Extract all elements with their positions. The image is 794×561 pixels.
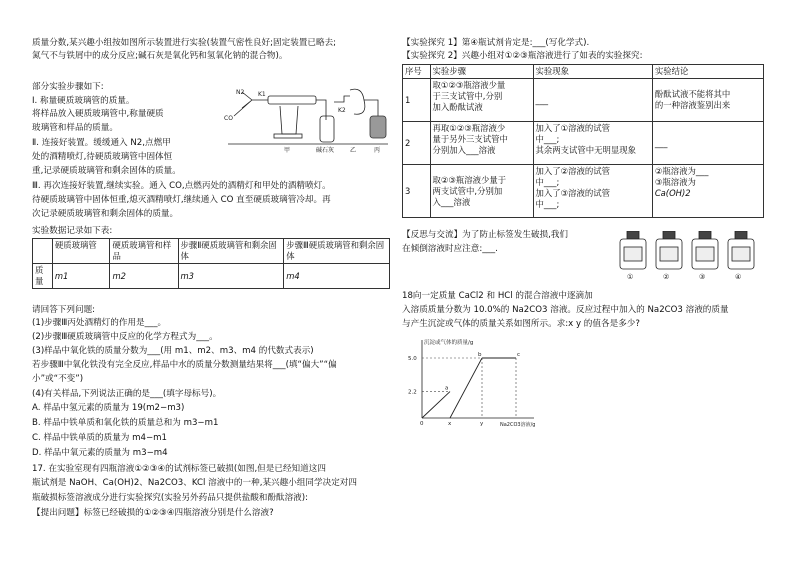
table-header: 硬质玻璃管 [52, 239, 110, 264]
row-number: 1 [403, 79, 431, 122]
hard-glass-tube [268, 96, 316, 104]
step3-line-b: 待硬质玻璃管中固体恒重,熄灭酒精喷灯,继续通入 CO 直至硬质玻璃管冷却。再 [32, 195, 331, 205]
step-line: 取①②③瓶溶液少量 [432, 80, 506, 90]
step-line: 量于另外三支试管中 [432, 134, 508, 144]
intro-line-1: 质量分数,某兴趣小组按如图所示装置进行实验(装置气密性良好;固定装置已略去; [32, 38, 337, 48]
y-tick-label: 5.0 [408, 356, 417, 362]
question-17-a: 17. 在实验室现有四瓶溶液①②③④的试剂标签已破损(如图,但是已经知道这四 [32, 464, 326, 474]
step-line: 再取①②③瓶溶液少 [432, 123, 506, 133]
conclusion-line: ②瓶溶液为___ [654, 166, 709, 176]
question-18-c: 与产生沉淀或气体的质量关系如图所示。求:x y 的值各是多少? [402, 319, 640, 329]
apparatus-figure [222, 86, 394, 158]
phenomenon-cell [533, 165, 652, 218]
step2-line-a: Ⅱ. 连接好装置。缓缓通入 N2,点燃甲 [32, 138, 171, 148]
phenomenon-cell [533, 79, 652, 122]
explore-2: 【实验探究 2】兴趣小组对①②③瓶溶液进行了如表的实验探究: [402, 51, 643, 61]
reflect-line-2: 在倾倒溶液时应注意:___. [402, 244, 498, 254]
label-yi: 乙 [350, 147, 357, 154]
x-tick-label: 0 [420, 421, 424, 427]
conclusion-cell [652, 165, 763, 218]
phenomenon-line: 加入了①溶液的试管 [535, 123, 611, 133]
table-row [403, 65, 764, 79]
answer-title: 请回答下列问题: [32, 305, 96, 315]
option-c: C. 样品中铁单质的质量为 m4−m1 [32, 433, 168, 443]
question-3: (3)样品中氧化铁的质量分数为___(用 m1、m2、m3、m4 的代数式表示) [32, 346, 314, 356]
bottle-label: ① [627, 273, 634, 281]
spirit-blowlamp-jia [280, 106, 298, 134]
conclusion-line: Ca(OH)2 [654, 188, 691, 198]
table-header: 实验结论 [652, 65, 763, 79]
table-header: 序号 [403, 65, 431, 79]
row-number: 2 [403, 122, 431, 165]
x-axis-label: Na2CO3溶液/g [500, 422, 536, 428]
question-2: (2)步骤Ⅲ硬质玻璃管中反应的化学方程式为___。 [32, 332, 218, 342]
x-tick-label: x [448, 421, 452, 427]
step-cell [430, 79, 533, 122]
x-tick-label: y [480, 421, 484, 427]
table-row [403, 79, 764, 122]
explore-1: 【实验探究 1】第④瓶试剂肯定是:___(写化学式). [402, 38, 590, 48]
record-table [32, 238, 390, 289]
row-number: 3 [403, 165, 431, 218]
table-header: 实验步骤 [430, 65, 533, 79]
table-row [403, 165, 764, 218]
record-title: 实验数据记录如下表: [32, 226, 113, 236]
y-axis-label: 沉淀或气体的质量/g [424, 340, 474, 346]
intro-line-2: 氮气不与铁屑中的成分反应;碱石灰是氧化钙和氢氧化钠的混合物)。 [32, 51, 288, 61]
question-3b: 若步骤Ⅲ中氧化铁没有完全反应,样品中水的质量分数测量结果将___(填“偏大”“偏 [32, 360, 337, 370]
step-line: 于三支试管中,分别 [432, 91, 503, 101]
label-co: CO [224, 115, 233, 122]
label-jia: 甲 [284, 147, 291, 154]
phenomenon-line: 中___; [535, 177, 560, 187]
conclusion-line: 的一种溶液鉴别出来 [654, 100, 731, 110]
precipitate-chart [404, 334, 540, 430]
bottle-label: ③ [699, 273, 706, 281]
step3-line-a: Ⅲ. 再次连接好装置,继续实验。通入 CO,点燃丙处的酒精灯和甲处的酒精喷灯。 [32, 181, 331, 191]
question-3c: 小”或“不变”) [32, 374, 84, 384]
table-header: 步骤Ⅲ硬质玻璃管和剩余固体 [284, 239, 390, 264]
table-row [403, 122, 764, 165]
bottle-1 [620, 231, 646, 269]
label-n2: N2 [236, 89, 245, 96]
bottle-label: ④ [735, 273, 742, 281]
phenomenon-line: 其余两支试管中无明显现象 [535, 145, 637, 155]
phenomenon-line: 加入了③溶液的试管 [535, 188, 611, 198]
table-cell: m3 [178, 264, 284, 289]
bottle-4 [728, 231, 754, 269]
question-4: (4)有关样品,下列说法正确的是___(填字母标号)。 [32, 389, 222, 399]
phenomenon-line: 加入了②溶液的试管 [535, 166, 611, 176]
question-18-b: 入溶质质量分数为 10.0%的 Na2CO3 溶液。反应过程中加入的 Na2CO3 溶液的质量 [402, 305, 729, 315]
table-row-label: 质量 [33, 264, 53, 289]
step-line: 取②③瓶溶液少量于 [432, 174, 507, 185]
gas-line [422, 392, 450, 418]
precipitate-rise-line [450, 358, 482, 418]
bottle-3 [692, 231, 718, 269]
step-cell [430, 122, 533, 165]
table-header: 实验现象 [533, 65, 652, 79]
conclusion-cell [652, 122, 763, 165]
phenomenon-line: 中___; [535, 134, 560, 144]
phenomenon-line: 中___; [535, 199, 560, 209]
phenomenon-line: ___ [535, 94, 549, 105]
question-18-a: 18向一定质量 CaCl2 和 HCl 的混合溶液中逐滴加 [402, 291, 593, 301]
conclusion-cell [652, 79, 763, 122]
conclusion-line: 酚酞试液不能将其中 [654, 89, 731, 99]
alcohol-lamp-bing [370, 116, 386, 138]
bottle-2 [656, 231, 682, 269]
step1-line-a: Ⅰ. 称量硬质玻璃管的质量。 [32, 96, 135, 106]
bottle-label: ② [663, 273, 670, 281]
explore-table [402, 64, 764, 218]
label-bing: 丙 [374, 147, 381, 154]
step1-line-b: 将样品放入硬质玻璃管中,称量硬质 [32, 109, 164, 119]
question-1: (1)步骤Ⅲ丙处酒精灯的作用是___。 [32, 318, 167, 328]
wash-bottle [320, 116, 334, 142]
step1-line-c: 玻璃管和样品的质量。 [32, 123, 118, 133]
step2-line-c: 重,记录硬质玻璃管和剩余固体的质量。 [32, 166, 181, 176]
label-soda-lime: 碱石灰 [316, 147, 335, 154]
question-17-c: 瓶破损标签溶液成分进行实验探究(实验另外药品只提供盐酸和酚酞溶液): [32, 493, 309, 503]
step3-line-c: 次记录硬质玻璃管和剩余固体的质量。 [32, 209, 179, 219]
step-line: 入___溶液 [432, 196, 471, 207]
step-line: 两支试管中,分别加 [432, 185, 503, 196]
step2-line-b: 处的酒精喷灯,待硬质玻璃管中固体恒 [32, 152, 173, 162]
table-cell: m4 [284, 264, 390, 289]
phenomenon-cell [533, 122, 652, 165]
table-cell: m1 [52, 264, 110, 289]
conclusion-line: ③瓶溶液为 [654, 177, 696, 187]
step-line: 分别加入___溶液 [432, 145, 496, 155]
bottle-group-figure [616, 231, 766, 283]
label-k1: K1 [258, 91, 266, 98]
drying-tube [350, 89, 365, 114]
y-tick-label: 2.2 [408, 389, 417, 396]
table-header: 硬质玻璃管和样品 [110, 239, 178, 264]
table-cell: m2 [110, 264, 178, 289]
conclusion-line: ___ [654, 137, 668, 148]
question-17-d: 【提出问题】标签已经破损的①②③④四瓶溶液分别是什么溶液? [32, 508, 274, 518]
option-d: D. 样品中氧元素的质量为 m3−m4 [32, 448, 168, 458]
point-label: a [445, 385, 449, 392]
step-line: 加入酚酞试液 [432, 102, 483, 112]
table-row [33, 264, 390, 289]
label-k2: K2 [338, 107, 346, 114]
table-header: 步骤Ⅱ硬质玻璃管和剩余固体 [178, 239, 284, 264]
option-b: B. 样品中铁单质和氧化铁的质量总和为 m3−m1 [32, 418, 219, 428]
reflect-line-1: 【反思与交流】为了防止标签发生破损,我们 [402, 230, 569, 240]
table-row [33, 239, 390, 264]
step-cell [430, 165, 533, 218]
point-label: c [517, 352, 521, 358]
option-a: A. 样品中氢元素的质量为 19(m2−m3) [32, 403, 185, 413]
steps-title: 部分实验步骤如下: [32, 82, 104, 92]
question-17-b: 瓶试剂是 NaOH、Ca(OH)2、Na2CO3、KCl 溶液中的一种,某兴趣小组同学决定对四 [32, 478, 357, 488]
table-cell-blank [33, 239, 53, 264]
point-label: b [478, 352, 482, 358]
